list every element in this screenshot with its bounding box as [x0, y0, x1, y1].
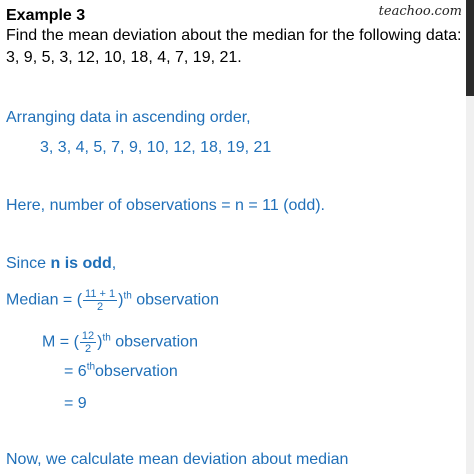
eq1-suffix: observation: [95, 363, 178, 380]
equals-nine: = 9: [64, 395, 87, 412]
question-line-1: Find the mean deviation about the median for the following data:: [6, 27, 462, 44]
since-prefix: Since: [6, 255, 51, 272]
m-fraction: [80, 330, 96, 355]
median-close: ): [118, 291, 124, 309]
median-superscript: th: [123, 290, 132, 302]
example-title: Example 3: [6, 7, 86, 24]
equals-sixth: [64, 362, 178, 382]
m-close: ): [97, 333, 103, 351]
sorted-data: 3, 3, 4, 5, 7, 9, 10, 12, 18, 19, 21: [40, 139, 272, 156]
median-fraction: [83, 288, 117, 313]
question-line-2: 3, 9, 5, 3, 12, 10, 18, 4, 7, 19, 21.: [6, 49, 242, 66]
median-denominator: 2: [97, 301, 104, 313]
since-line: [6, 254, 116, 274]
since-bold: n is odd: [50, 255, 112, 272]
m-suffix: observation: [110, 333, 198, 351]
m-formula: [42, 330, 198, 355]
since-suffix: ,: [111, 255, 117, 272]
now-line: Now, we calculate mean deviation about median: [6, 451, 349, 468]
m-prefix: M = (: [42, 333, 79, 351]
scrollbar[interactable]: [466, 0, 474, 474]
eq1-superscript: th: [86, 361, 96, 373]
median-prefix: Median = (: [6, 291, 83, 309]
scrollbar-thumb[interactable]: [466, 0, 474, 96]
watermark-logo: teachoo.com: [378, 4, 462, 19]
median-numerator: 11 + 1: [85, 288, 116, 300]
m-numerator: 12: [81, 330, 95, 342]
m-superscript: th: [102, 332, 111, 344]
median-suffix: observation: [131, 291, 219, 309]
median-formula: [6, 288, 219, 313]
observations-line: Here, number of observations = n = 11 (odd).: [6, 197, 325, 214]
m-denominator: 2: [84, 343, 92, 355]
arrange-label: Arranging data in ascending order,: [6, 109, 251, 126]
eq1-prefix: = 6: [64, 363, 87, 380]
